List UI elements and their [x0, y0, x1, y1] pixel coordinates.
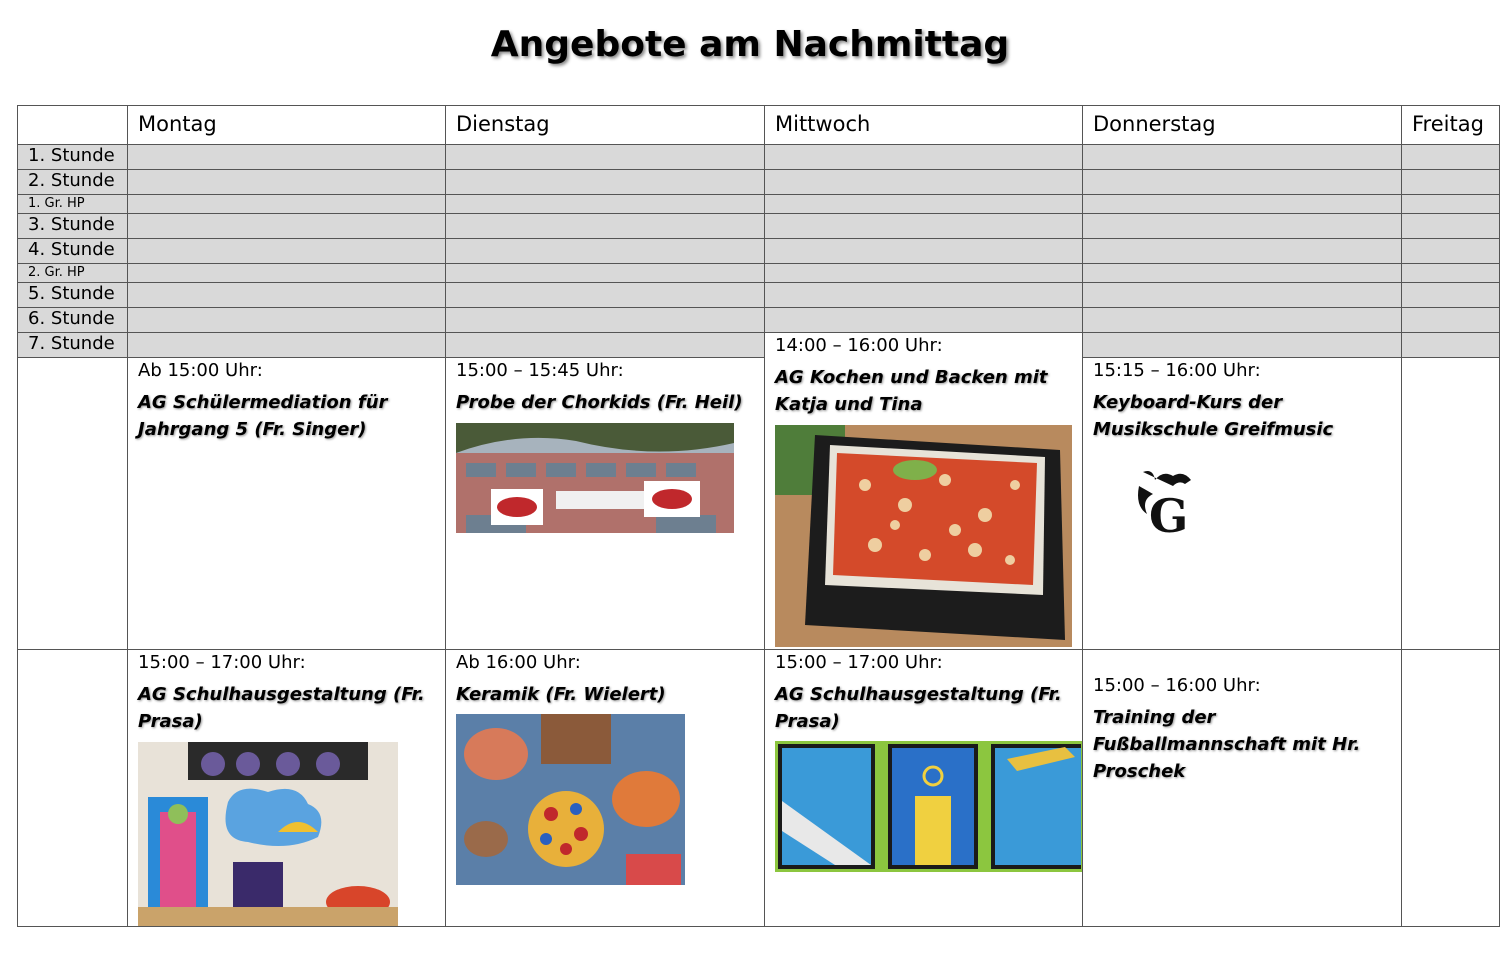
- slot: [1083, 333, 1402, 358]
- slot: [1402, 264, 1500, 283]
- activity-cell-montag-1: [128, 358, 446, 650]
- activity-title: AG Schülermediation für Jahrgang 5 (Fr. Singer): [138, 392, 388, 440]
- activity-time: 15:00 – 15:45 Uhr:: [456, 360, 624, 381]
- activity-cell-montag-2: [128, 650, 446, 927]
- period-row: [18, 333, 1500, 358]
- slot: [1402, 283, 1500, 308]
- slot: [1402, 145, 1500, 170]
- activity-title: AG Kochen und Backen mit Katja und Tina: [775, 367, 1048, 415]
- activity-title: Training der Fußballmannschaft mit Hr. Proschek: [1093, 707, 1361, 782]
- slot: [765, 308, 1083, 333]
- slot: [1402, 195, 1500, 214]
- period-row: [18, 170, 1500, 195]
- slot: [765, 195, 1083, 214]
- activity-cell-dienstag-1: [446, 358, 765, 650]
- period-row: [18, 145, 1500, 170]
- page-title: Angebote am Nachmittag: [490, 24, 1010, 65]
- schedule-table: [17, 105, 1500, 927]
- period-row: [18, 283, 1500, 308]
- activity-row-2: [18, 650, 1500, 927]
- empty-label-cell: [18, 650, 128, 927]
- period-label: 4. Stunde: [18, 239, 128, 264]
- activity-cell-mittwoch-2: [765, 650, 1083, 927]
- greifmusic-logo: [1133, 466, 1203, 536]
- slot: [128, 214, 446, 239]
- slot: [446, 170, 765, 195]
- pool-paintings-photo: [775, 741, 1083, 872]
- slot: [765, 145, 1083, 170]
- slot: [1402, 214, 1500, 239]
- period-row: [18, 195, 1500, 214]
- period-row: [18, 239, 1500, 264]
- period-label: 1. Gr. HP: [18, 195, 128, 214]
- slot: [128, 145, 446, 170]
- period-label: 2. Stunde: [18, 170, 128, 195]
- activity-title: AG Schulhausgestaltung (Fr. Prasa): [138, 684, 425, 732]
- activity-time: 15:00 – 16:00 Uhr:: [1093, 675, 1261, 696]
- slot: [765, 214, 1083, 239]
- slot: [1402, 308, 1500, 333]
- day-header-dienstag: Dienstag: [446, 106, 765, 145]
- slot: [128, 264, 446, 283]
- school-building-photo: [456, 423, 734, 533]
- slot: [446, 264, 765, 283]
- slot: [765, 239, 1083, 264]
- activity-cell-freitag-2: [1402, 650, 1500, 927]
- day-header-donnerstag: Donnerstag: [1083, 106, 1402, 145]
- period-row: [18, 264, 1500, 283]
- activity-title: Keyboard-Kurs der Musikschule Greifmusic: [1093, 392, 1334, 440]
- period-label: 5. Stunde: [18, 283, 128, 308]
- slot: [446, 145, 765, 170]
- activity-time: Ab 15:00 Uhr:: [138, 360, 263, 381]
- activity-cell-dienstag-2: [446, 650, 765, 927]
- logo-letter: G: [1149, 489, 1189, 536]
- slot: [1083, 264, 1402, 283]
- slot: [446, 308, 765, 333]
- slot: [446, 333, 765, 358]
- pizza-photo: [775, 425, 1072, 647]
- slot: [446, 239, 765, 264]
- activity-time: 15:15 – 16:00 Uhr:: [1093, 360, 1261, 381]
- slot: [1402, 239, 1500, 264]
- slot: [765, 264, 1083, 283]
- pool-paintings-icon: [775, 741, 1083, 872]
- day-header-freitag: Freitag: [1402, 106, 1500, 145]
- slot: [446, 283, 765, 308]
- slot: [1083, 214, 1402, 239]
- period-row: [18, 308, 1500, 333]
- empty-label-cell: [18, 358, 128, 650]
- activity-time: 15:00 – 17:00 Uhr:: [775, 652, 943, 673]
- slot: [128, 239, 446, 264]
- slot: [1402, 333, 1500, 358]
- griffin-logo-icon: [1133, 466, 1203, 536]
- slot: [128, 195, 446, 214]
- period-label: 1. Stunde: [18, 145, 128, 170]
- slot: [128, 170, 446, 195]
- slot: [446, 195, 765, 214]
- slot: [446, 214, 765, 239]
- header-row: [18, 106, 1500, 145]
- school-building-icon: [456, 423, 734, 533]
- slot: [765, 170, 1083, 195]
- activity-row-1: [18, 358, 1500, 650]
- ceramics-photo: [456, 714, 685, 885]
- ceramics-icon: [456, 714, 685, 885]
- period-label: 6. Stunde: [18, 308, 128, 333]
- slot: [1402, 170, 1500, 195]
- slot: [1083, 170, 1402, 195]
- slot: [1083, 239, 1402, 264]
- slot: [128, 333, 446, 358]
- corner-cell: [18, 106, 128, 145]
- schoolhouse-art-photo: [138, 742, 398, 926]
- slot: [1083, 283, 1402, 308]
- activity-cell-donnerstag-2: [1083, 650, 1402, 927]
- activity-title: Probe der Chorkids (Fr. Heil): [456, 392, 743, 413]
- slot: [1083, 308, 1402, 333]
- slot: [765, 283, 1083, 308]
- activity-time: 15:00 – 17:00 Uhr:: [138, 652, 306, 673]
- activity-title: AG Schulhausgestaltung (Fr. Prasa): [775, 684, 1062, 732]
- period-label: 7. Stunde: [18, 333, 128, 358]
- day-header-montag: Montag: [128, 106, 446, 145]
- period-label: 3. Stunde: [18, 214, 128, 239]
- day-header-mittwoch: Mittwoch: [765, 106, 1083, 145]
- activity-time: Ab 16:00 Uhr:: [456, 652, 581, 673]
- slot: [1083, 145, 1402, 170]
- activity-cell-freitag-1: [1402, 358, 1500, 650]
- schoolhouse-art-icon: [138, 742, 398, 926]
- activity-time: 14:00 – 16:00 Uhr:: [775, 335, 943, 356]
- activity-cell-mittwoch-1: [765, 333, 1083, 650]
- slot: [128, 308, 446, 333]
- activity-cell-donnerstag-1: [1083, 358, 1402, 650]
- period-row: [18, 214, 1500, 239]
- slot: [1083, 195, 1402, 214]
- activity-title: Keramik (Fr. Wielert): [456, 684, 666, 705]
- period-label: 2. Gr. HP: [18, 264, 128, 283]
- pizza-photo-icon: [775, 425, 1072, 647]
- slot: [128, 283, 446, 308]
